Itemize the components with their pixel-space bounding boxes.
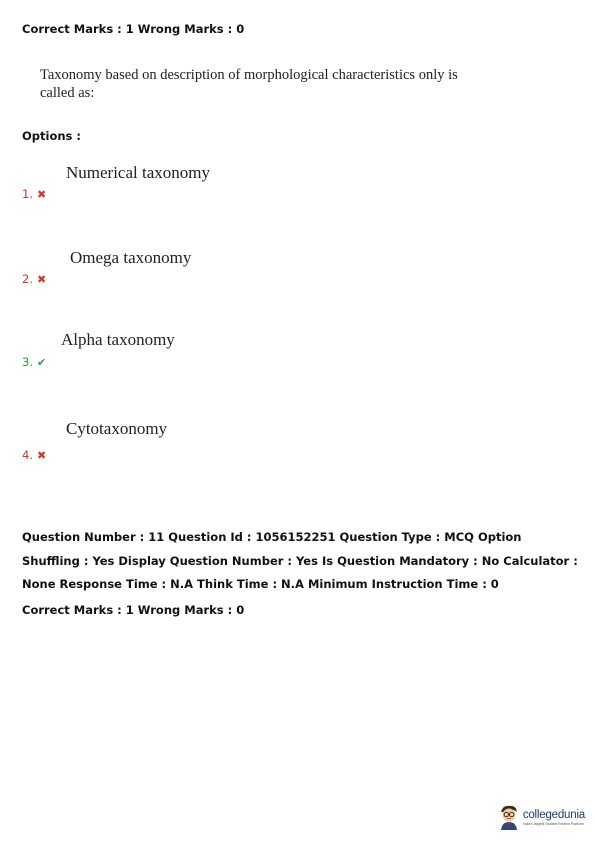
option-2-number [22,272,46,286]
option-1-text: Numerical taxonomy [66,163,210,182]
logo-name: collegedunia [522,808,585,821]
mascot-icon [498,804,520,830]
option-2-index: 2. [22,272,33,286]
option-4-text: Cytotaxonomy [66,419,168,438]
logo-tagline: India's largest Student Review Platform [522,821,584,826]
cross-icon: ✖ [36,272,47,286]
cross-icon: ✖ [36,187,47,201]
question-text: Taxonomy based on description of morphological characteristics only is called as: [40,67,458,101]
collegedunia-logo [498,804,585,830]
option-2-text: Omega taxonomy [70,248,192,267]
option-3-text: Alpha taxonomy [61,330,175,349]
option-4-index: 4. [22,448,33,462]
question-meta: Question Number : 11 Question Id : 1056152251 Question Type : MCQ Option Shuffling : Yes Display Question Number : Yes Is Question Mandatory : No Calculator : None Response Time : N.A Think Time : N.A Minimum Instruction Time : 0 [22,530,578,591]
check-icon: ✔ [36,355,47,369]
cross-icon: ✖ [36,448,47,462]
option-3-number [22,355,46,369]
option-1-index: 1. [22,187,33,201]
options-label: Options : [22,129,81,143]
marks-header: Correct Marks : 1 Wrong Marks : 0 [22,22,245,36]
option-1-number [22,187,46,201]
next-question-marks: Correct Marks : 1 Wrong Marks : 0 [22,603,245,617]
option-3-index: 3. [22,355,33,369]
option-4-number [22,448,46,462]
